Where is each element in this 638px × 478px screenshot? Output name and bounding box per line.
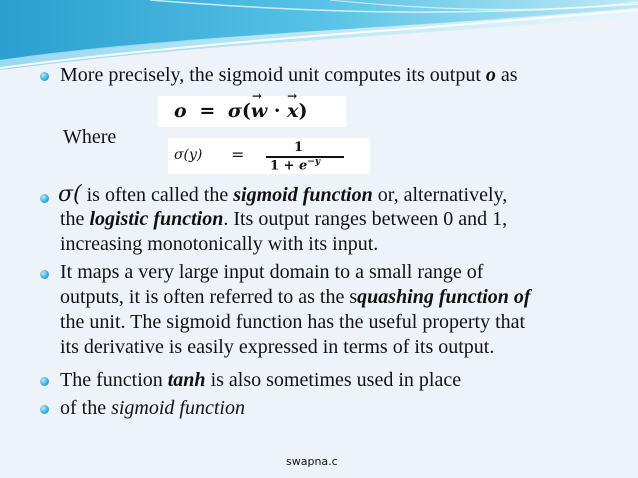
bullet-marker [40, 72, 49, 81]
eq1-lhs: o [174, 100, 187, 122]
bullet-3-line-2 [60, 286, 531, 309]
bullet-1-output-symbol: o [485, 64, 496, 86]
eq1-x: x [287, 100, 299, 122]
eq1-x-arrow: → [287, 89, 298, 103]
bullet-3-l2a: outputs, it is often referred to as the s [60, 286, 358, 308]
eq1-equals: = [199, 100, 216, 122]
equation-2-lhs: σ(y) [174, 147, 203, 163]
eq1-w: w [250, 100, 268, 122]
equation-1 [174, 89, 308, 122]
bullet-2-line-3: increasing monotonically with its input. [60, 233, 379, 255]
eq1-w-arrow: → [251, 89, 262, 103]
eq1-open-paren: ( [241, 100, 251, 122]
footer-author: swapna.c [286, 455, 338, 468]
bullet-4-a: The function [60, 369, 168, 391]
eq1-dot: · [273, 100, 281, 122]
bullet-marker [40, 270, 49, 279]
bullet-2-sigma-symbol: σ( [58, 182, 82, 207]
bullet-2-l2b: logistic function [89, 208, 224, 230]
bullet-5-a: of the [60, 397, 112, 419]
bullet-2-line-1 [58, 183, 507, 207]
eq2-denom-a: 1 + [270, 158, 299, 174]
eq2-exponent: −y [307, 157, 321, 167]
eq1-w-vector [250, 89, 268, 122]
bullet-4-text [60, 369, 461, 392]
bullet-2-l2a: the [60, 208, 90, 230]
bullet-1-part-a: More precisely, the sigmoid unit computes its output [60, 64, 486, 86]
bullet-3-line-3: the unit. The sigmoid function has the useful property that [60, 311, 526, 333]
bullet-5-b: sigmoid function [111, 397, 245, 419]
equation-2-numerator: 1 [294, 140, 304, 155]
eq1-sigma: σ [227, 100, 242, 122]
where-label: Where [63, 126, 117, 148]
bullet-marker [40, 405, 49, 414]
bullet-1-text [60, 64, 518, 87]
bullet-2-l2c: . Its output ranges between 0 and 1, [223, 208, 508, 230]
equation-2-denominator [270, 157, 320, 173]
bullet-3-line-4: its derivative is easily expressed in terms of its output. [60, 336, 495, 358]
bullet-marker [40, 377, 49, 386]
bullet-2-l1a: is often called the [81, 184, 234, 206]
eq1-x-vector [287, 89, 299, 122]
bullet-5-text [60, 397, 245, 420]
bullet-4-c: is also sometimes used in place [205, 369, 462, 391]
bullet-1-part-c: as [495, 64, 518, 86]
bullet-2-l1c: or, alternatively, [372, 184, 508, 206]
eq1-close-paren: ) [298, 100, 308, 122]
bullet-4-b: tanh [167, 369, 206, 391]
bullet-2-line-2 [60, 208, 507, 231]
bullet-3-line-1: It maps a very large input domain to a small range of [60, 261, 484, 283]
bullet-3-l2b: quashing function of [357, 286, 531, 308]
equation-2-equals: = [231, 145, 245, 164]
bullet-marker [40, 194, 49, 203]
bullet-2-l1b: sigmoid function [233, 184, 373, 206]
eq2-denom-e: e [299, 158, 308, 174]
